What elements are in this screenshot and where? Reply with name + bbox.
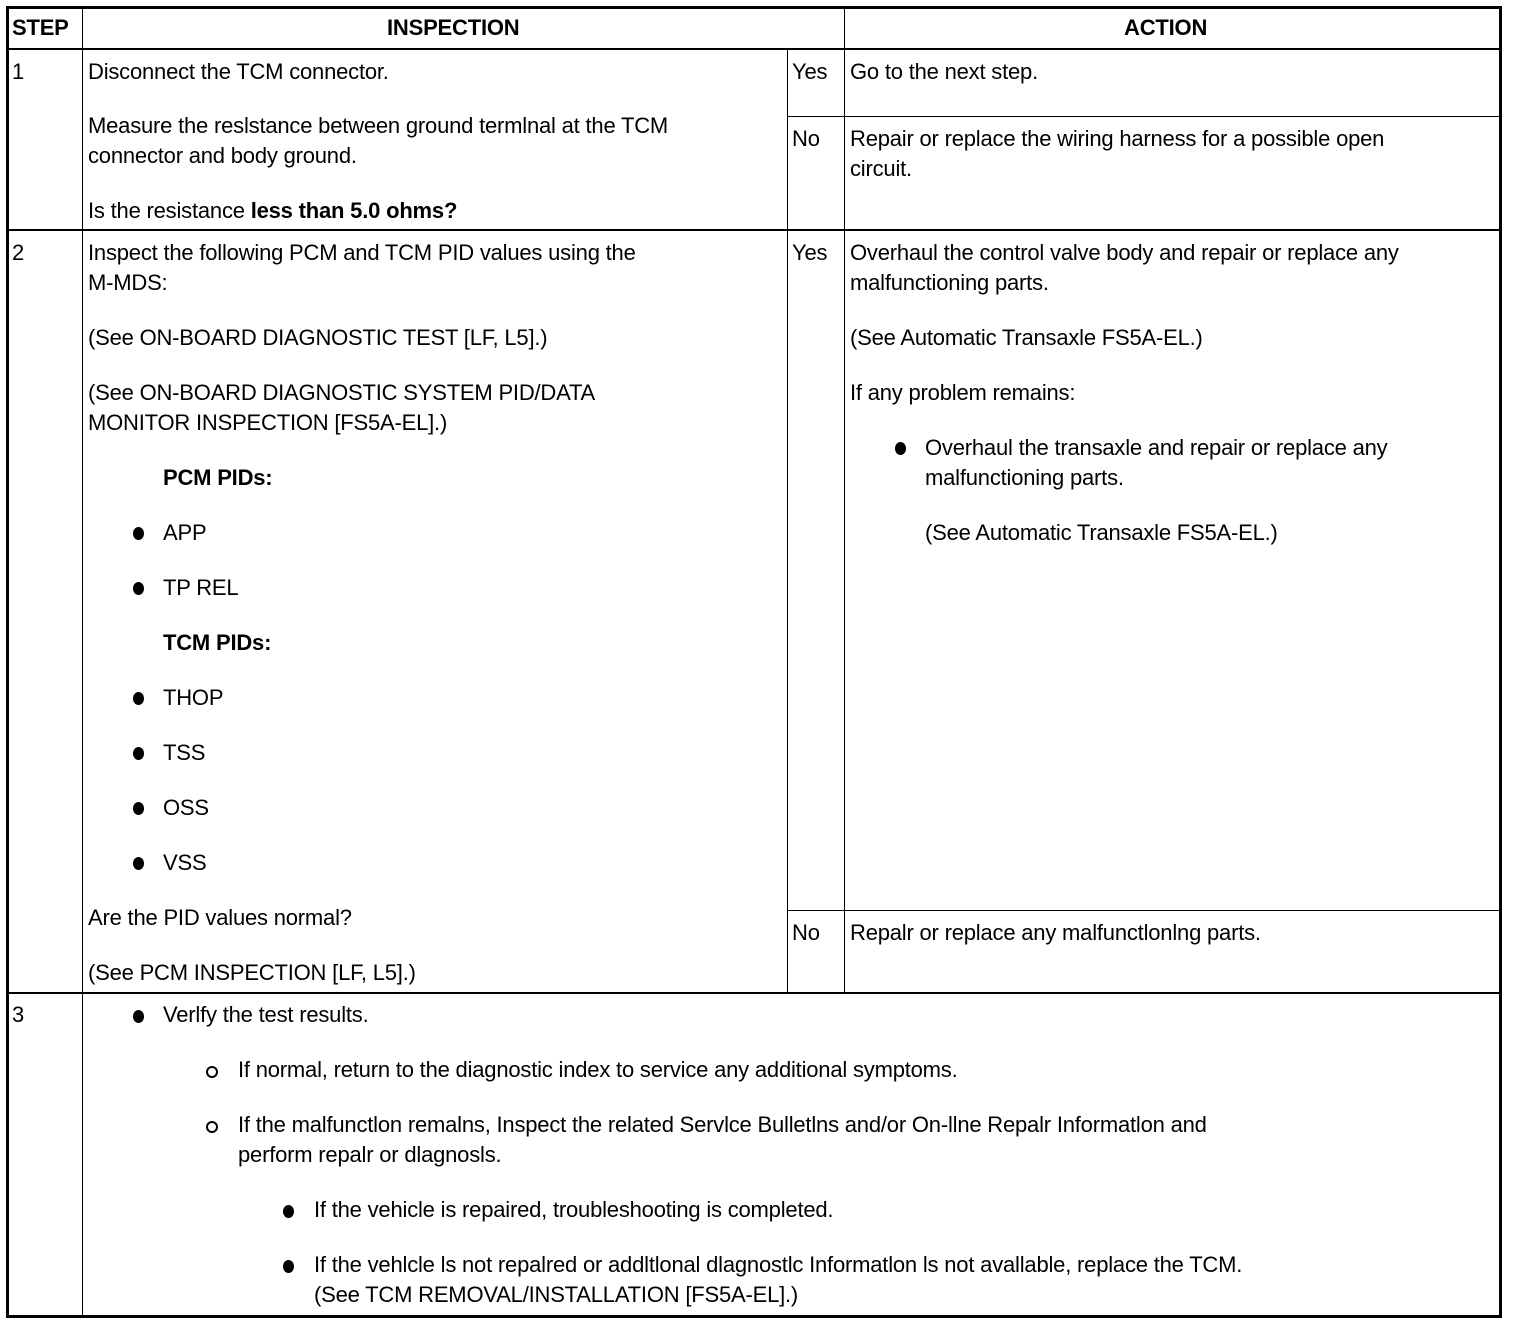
- bullet-icon: [133, 802, 144, 815]
- header-inspection: INSPECTION: [387, 15, 520, 40]
- circle-bullet-icon: [206, 1121, 218, 1133]
- pid-item: VSS: [163, 850, 207, 875]
- step2-yes-no-divider: [787, 910, 1502, 911]
- circle-bullet-icon: [206, 1066, 218, 1078]
- step1-yes-no-divider: [787, 116, 1502, 117]
- bullet-icon: [133, 747, 144, 760]
- step2-yes-bullet: malfunctioning parts.: [925, 465, 1124, 490]
- header-step: STEP: [12, 15, 69, 40]
- pcm-pids-heading: PCM PIDs:: [163, 465, 273, 490]
- bullet-icon: [133, 692, 144, 705]
- yesno-column-divider: [787, 49, 788, 992]
- step2-yes-remains: If any problem remains:: [850, 380, 1076, 405]
- step3-bullet: Verlfy the test results.: [163, 1002, 369, 1027]
- bullet-icon: [283, 1205, 294, 1218]
- bullet-icon: [133, 1010, 144, 1023]
- step2-intro: Inspect the following PCM and TCM PID values using the: [88, 240, 636, 265]
- step3-sub-item: If normal, return to the diagnostic index to service any additional symptoms.: [238, 1057, 958, 1082]
- header-divider: [9, 48, 1502, 50]
- question-text: Is the resistance: [88, 198, 251, 223]
- action-column-divider: [844, 9, 845, 992]
- pid-item: TP REL: [163, 575, 239, 600]
- step2-yes-action: Overhaul the control valve body and repair or replace any: [850, 240, 1399, 265]
- step2-yes-reference[interactable]: (See Automatic Transaxle FS5A-EL.): [850, 325, 1203, 350]
- step2-reference[interactable]: (See PCM INSPECTION [LF, L5].): [88, 960, 416, 985]
- row1-divider: [9, 229, 1502, 231]
- step1-inspection-line: Measure the reslstance between ground termlnal at the TCM: [88, 113, 669, 138]
- pid-item: APP: [163, 520, 207, 545]
- pid-item: TSS: [163, 740, 206, 765]
- step1-no-action: Repair or replace the wiring harness for a possible open: [850, 126, 1385, 151]
- bullet-icon: [133, 857, 144, 870]
- step-number: 3: [12, 1002, 25, 1027]
- step-number: 2: [12, 240, 25, 265]
- pid-item: THOP: [163, 685, 224, 710]
- bullet-icon: [895, 442, 906, 455]
- step3-sub-item: perform repalr or dlagnosls.: [238, 1142, 502, 1167]
- step1-inspection-line: connector and body ground.: [88, 143, 357, 168]
- step2-question: Are the PID values normal?: [88, 905, 352, 930]
- step2-reference[interactable]: (See ON-BOARD DIAGNOSTIC SYSTEM PID/DATA: [88, 380, 596, 405]
- step1-no-action: circuit.: [850, 156, 912, 181]
- question-threshold: less than 5.0 ohms: [250, 198, 444, 223]
- bullet-icon: [133, 527, 144, 540]
- step2-yes-action: malfunctioning parts.: [850, 270, 1049, 295]
- no-label: No: [792, 920, 820, 945]
- step2-reference[interactable]: (See ON-BOARD DIAGNOSTIC TEST [LF, L5].): [88, 325, 548, 350]
- question-mark: ?: [443, 198, 458, 223]
- row2-divider: [9, 992, 1502, 994]
- step3-subsub-item: If the vehlcle ls not repalred or addltlonal dlagnostlc Informatlon ls not avallable, replace the TCM.: [314, 1252, 1243, 1277]
- step3-reference[interactable]: (See TCM REMOVAL/INSTALLATION [FS5A-EL].): [314, 1282, 799, 1307]
- yes-label: Yes: [792, 59, 828, 84]
- bullet-icon: [133, 582, 144, 595]
- step1-question: [88, 196, 457, 226]
- yes-label: Yes: [792, 240, 828, 265]
- step2-yes-bullet: Overhaul the transaxle and repair or replace any: [925, 435, 1388, 460]
- step3-sub-item: If the malfunctlon remalns, Inspect the related Servlce Bulletlns and/or On-llne Repalr Informatlon and: [238, 1112, 1207, 1137]
- step1-yes-action: Go to the next step.: [850, 59, 1039, 84]
- pid-item: OSS: [163, 795, 209, 820]
- tcm-pids-heading: TCM PIDs:: [163, 630, 272, 655]
- step-number: 1: [12, 59, 25, 84]
- bullet-icon: [283, 1260, 294, 1273]
- header-action: ACTION: [1124, 15, 1208, 40]
- step2-yes-reference[interactable]: (See Automatic Transaxle FS5A-EL.): [925, 520, 1278, 545]
- step2-reference[interactable]: MONITOR INSPECTION [FS5A-EL].): [88, 410, 448, 435]
- step2-intro: M-MDS:: [88, 270, 168, 295]
- step2-no-action: Repalr or replace any malfunctlonlng parts.: [850, 920, 1261, 945]
- no-label: No: [792, 126, 820, 151]
- step3-subsub-item: If the vehicle is repaired, troubleshooting is completed.: [314, 1197, 834, 1222]
- step-column-divider: [82, 9, 83, 1315]
- step1-inspection-line: Disconnect the TCM connector.: [88, 59, 389, 84]
